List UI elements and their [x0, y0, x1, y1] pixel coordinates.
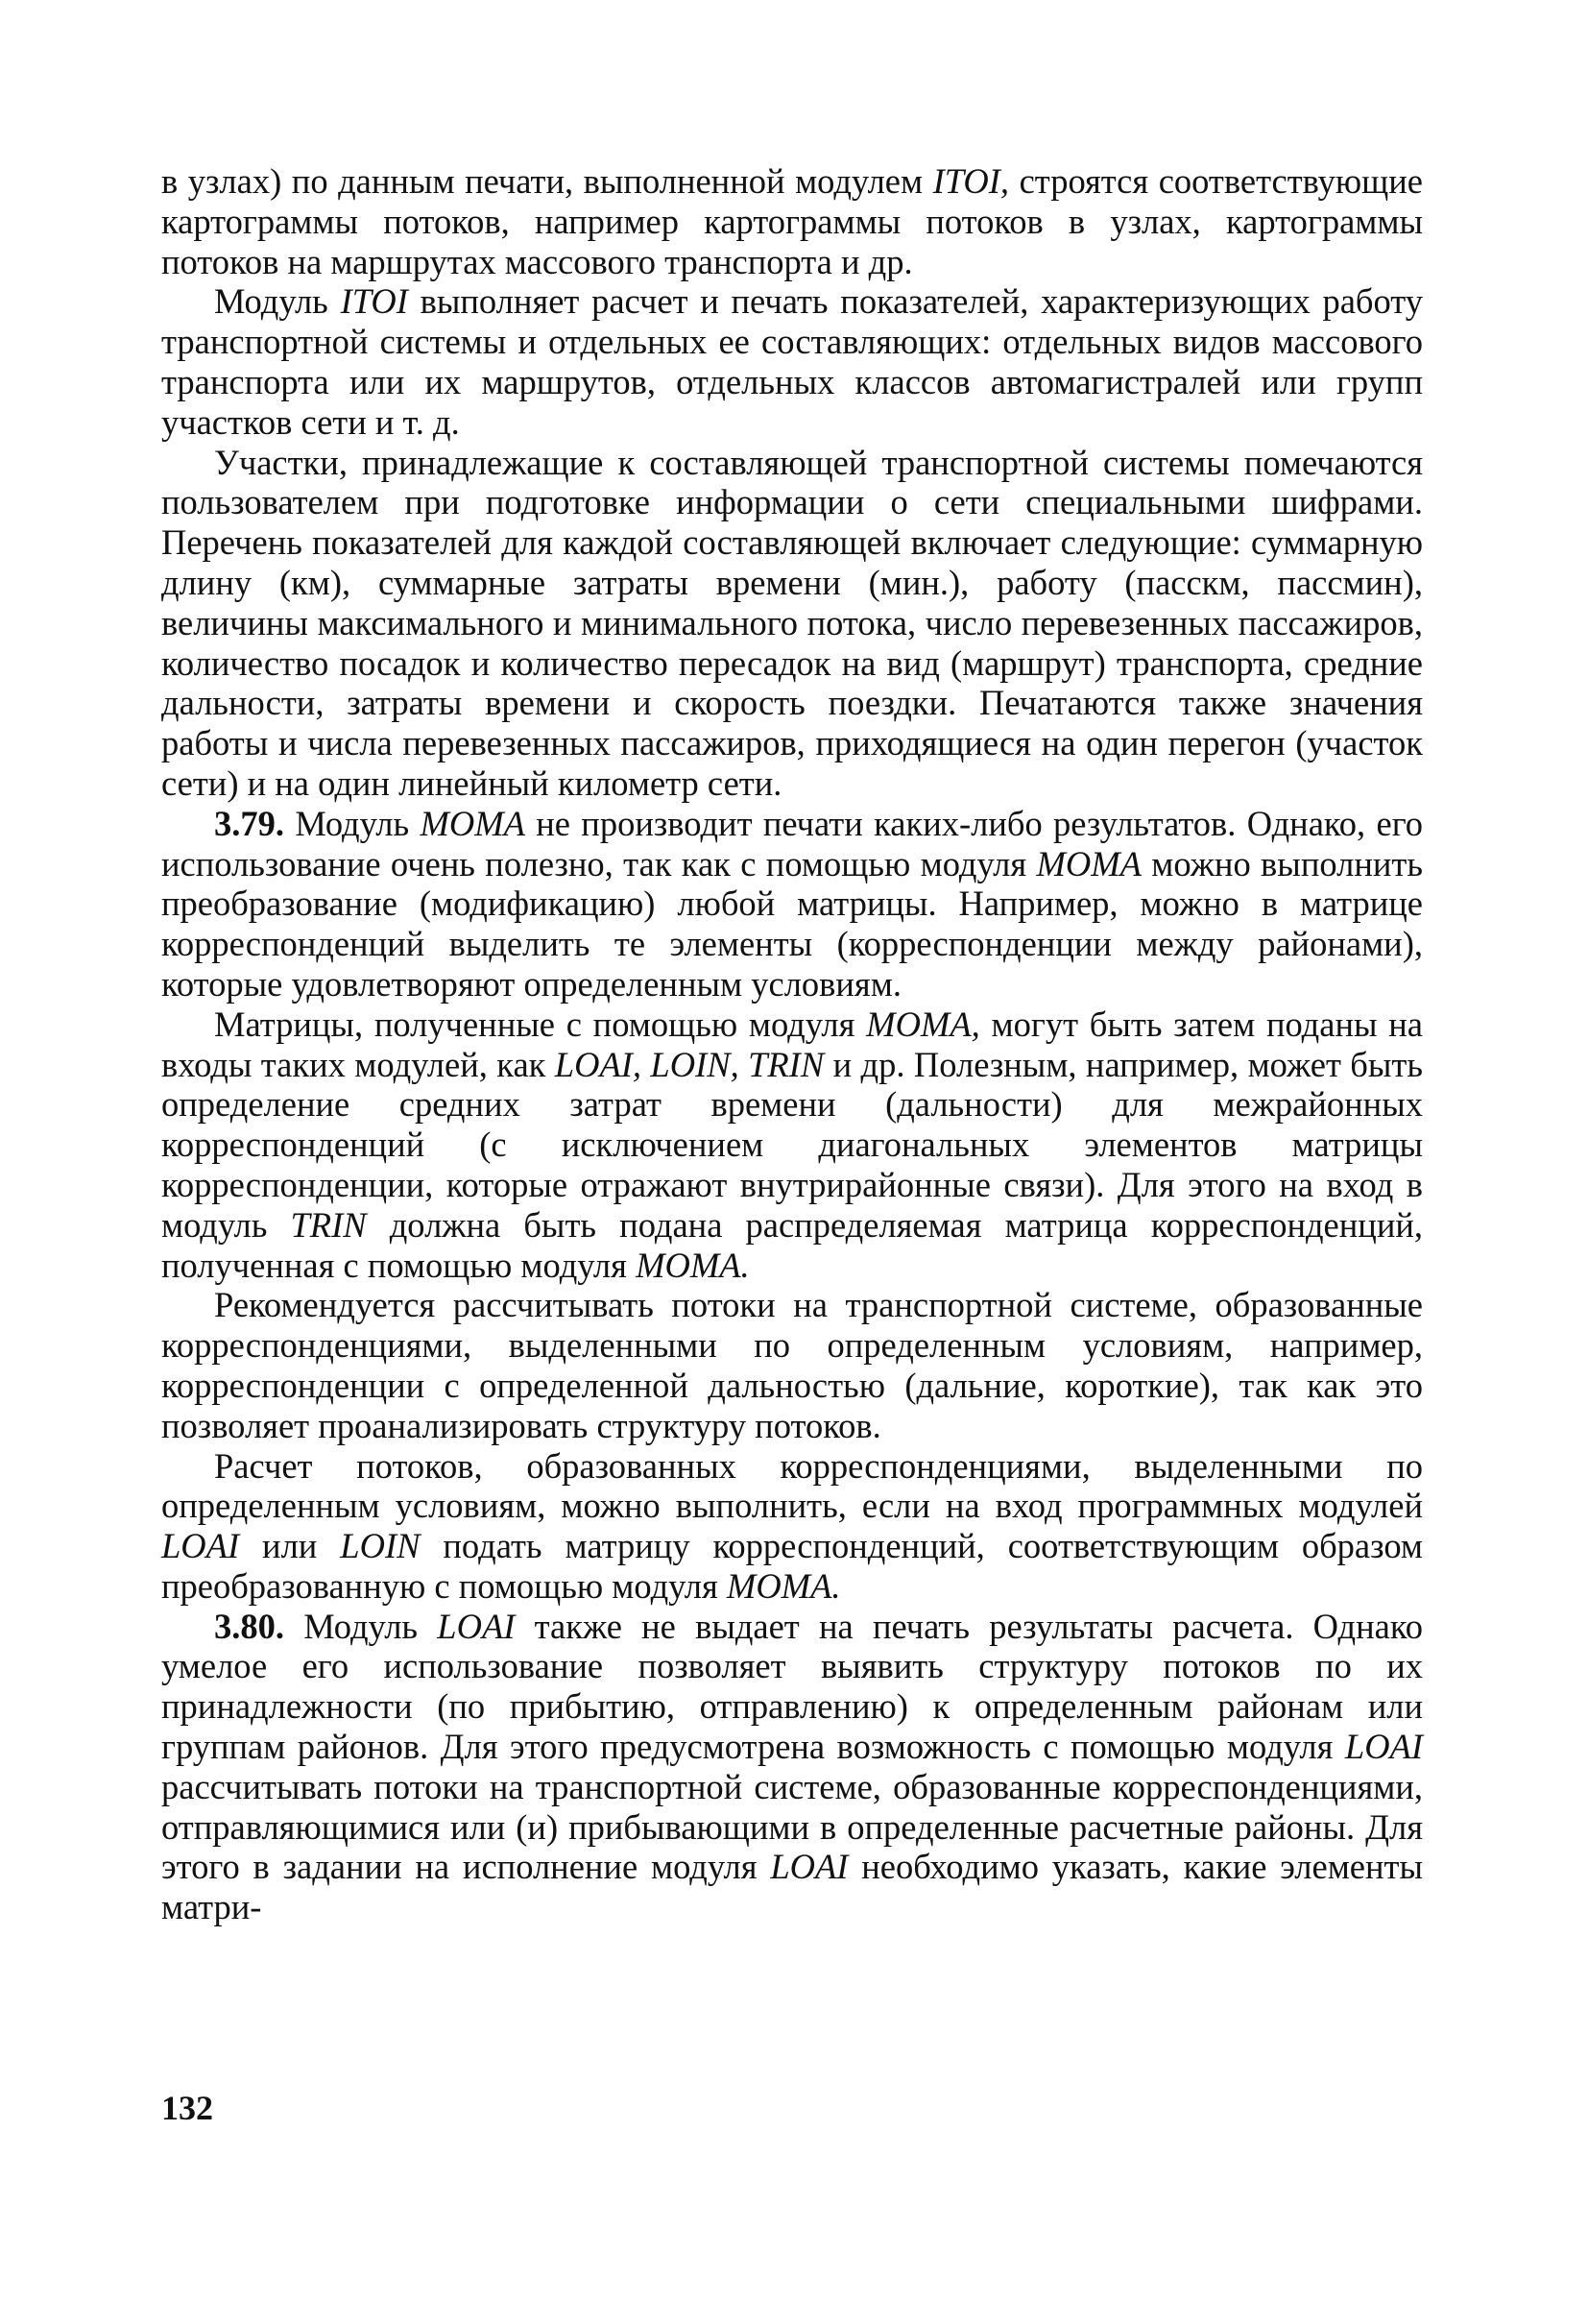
- module-name: MOMA.: [726, 1565, 841, 1606]
- text-run: Модуль: [284, 1606, 438, 1646]
- text-run: и др. Полезным, например, может быть определение средних затрат времени (дальности) для межрайонных корреспонденций (с исключением диагональных элементов матрицы корреспонденции, которые отражают внутрирайонные связи). Для этого на вход в модуль: [161, 1044, 1423, 1245]
- paragraph: [161, 161, 1423, 281]
- module-name: LOAI: [161, 1526, 240, 1566]
- module-name: ITOI,: [932, 161, 1010, 201]
- paragraph: [161, 1285, 1423, 1445]
- text-run: Матрицы, полученные с помощью модуля: [214, 1004, 867, 1044]
- module-name: LOAI: [437, 1606, 516, 1646]
- module-name: MOMA: [420, 803, 525, 843]
- module-name: LOAI: [770, 1847, 849, 1887]
- paragraph: [161, 1005, 1423, 1286]
- paragraph: [161, 1607, 1423, 1927]
- text-run: Расчет потоков, образованных корреспонденциями, выделенными по определенным условиям, можно выполнить, если на вход программных модулей: [161, 1445, 1423, 1526]
- paragraph: [161, 1446, 1423, 1607]
- text-run: подать матрицу корреспонденций, соответствующим образом преобразованную с помощью модуля: [161, 1526, 1423, 1606]
- module-name: LOIN: [340, 1526, 421, 1566]
- text-run: строятся соответствующие картограммы потоков, например картограммы потоков в узлах, картограммы потоков на маршрутах массового транспорта и др.: [161, 161, 1423, 281]
- text-run: Модуль: [284, 803, 421, 843]
- text-run: необходимо указать, какие элементы матри-: [161, 1847, 1424, 1927]
- module-name: MOMA.: [636, 1245, 750, 1285]
- module-name: MOMA,: [866, 1004, 980, 1044]
- module-name: MOMA: [1036, 843, 1142, 884]
- text-run: Участки, принадлежащие к составляющей транспортной системы помечаются пользователем при подготовке информации о сети специальными шифрами. Перечень показателей для каждой составляющей включает следующие: суммарную длину (км), суммарные затраты времени (мин.), работу (пасскм, пассмин), величины максимального и минимального потока, число перевезенных пассажиров, количество посадок и количество пересадок на вид (маршрут) транспорта, средние дальности, затраты времени и скорость поездки. Печатаются также значения работы и числа перевезенных пассажиров, приходящиеся на один перегон (участок сети) и на один линейный километр сети.: [161, 442, 1423, 803]
- module-name: LOAI, LOIN, TRIN: [554, 1044, 825, 1084]
- text-run: также не выдает на печать результаты расчета. Однако умелое его использование позволяет выявить структуру потоков по их принадлежности (по прибытию, отправлению) к определенным районам или группам районов. Для этого предусмотрена возможность с помощью модуля: [161, 1606, 1423, 1767]
- paragraph: [161, 804, 1423, 1005]
- paragraph: [161, 443, 1423, 804]
- text-run: Модуль: [214, 281, 341, 322]
- text-run: в узлах) по данным печати, выполненной модулем: [161, 161, 933, 201]
- text-run: Рекомендуется рассчитывать потоки на транспортной системе, образованные корреспонденциями, выделенными по определенным условиям, например, корреспонденции с определенной дальностью (дальние, короткие), так как это позволяет проанализировать структуру потоков.: [161, 1285, 1423, 1445]
- body-text: [161, 161, 1423, 1927]
- text-run: не производит печати каких-либо результатов. Однако, его использование очень полезно, так как с помощью модуля: [161, 803, 1424, 884]
- module-name: LOAI: [1344, 1727, 1423, 1767]
- text-run: могут быть затем поданы на входы таких модулей, как: [161, 1004, 1423, 1084]
- text-run: выполняет расчет и печать показателей, характеризующих работу транспортной системы и отдельных ее составляющих: отдельных видов массового транспорта или их маршрутов, отдельных классов автомагистралей или групп участков сети и т. д.: [161, 281, 1423, 442]
- section-number: 3.80.: [214, 1606, 284, 1646]
- section-number: 3.79.: [214, 803, 284, 843]
- text-run: должна быть подана распределяемая матрица корреспонденций, полученная с помощью модуля: [161, 1204, 1424, 1285]
- paragraph: [161, 281, 1423, 442]
- text-run: или: [239, 1526, 341, 1566]
- text-run: рассчитывать потоки на транспортной системе, образованные корреспонденциями, отправляющимися или (и) прибывающими в определенные расчетные районы. Для этого в задании на исполнение модуля: [161, 1766, 1423, 1887]
- module-name: TRIN: [290, 1204, 367, 1245]
- module-name: ITOI: [340, 281, 408, 322]
- text-run: можно выполнить преобразование (модификацию) любой матрицы. Например, можно в матрице корреспонденций выделить те элементы (корреспонденции между районами), которые удовлетворяют определенным условиям.: [161, 843, 1423, 1004]
- page-number: 132: [161, 2089, 213, 2127]
